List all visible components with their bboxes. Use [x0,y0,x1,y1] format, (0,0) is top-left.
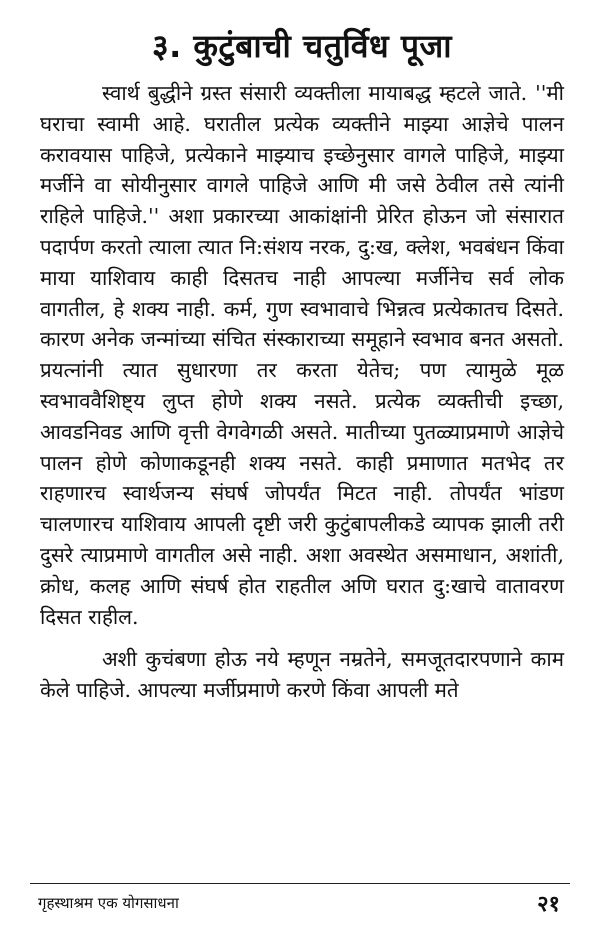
footer-book-title: गृहस्थाश्रम एक योगसाधना [38,894,179,912]
page-number: २१ [537,892,560,917]
page-footer [38,888,560,918]
footer-divider [30,883,570,884]
body-paragraph-1: स्वार्थ बुद्धीने ग्रस्त संसारी व्यक्तीला मायाबद्ध म्हटले जाते. ''मी घराचा स्वामी आहे. घरातील प्रत्येक व्यक्तीने माझ्या आज्ञेचे पालन करावयास पाहिजे, प्रत्येकाने माझ्याच इच्छेनुसार वागले पाहिजे, माझ्या मर्जीने वा सोयीनुसार वागले पाहिजे आणि मी जसे ठेवील तसे त्यांनी राहिले पाहिजे.'' अशा प्रकारच्या आकांक्षांनी प्रेरित होऊन जो संसारात पदार्पण करतो त्याला त्यात नि:संशय नरक, दु:ख, क्लेश, भवबंधन किंवा माया याशिवाय काही दिसतच नाही आपल्या मर्जीनेच सर्व लोक वागतील, हे शक्य नाही. कर्म, गुण स्वभावाचे भिन्नत्व प्रत्येकातच दिसते. कारण अनेक जन्मांच्या संचित संस्काराच्या समूहाने स्वभाव बनत असतो. प्रयत्नांनी त्यात सुधारणा तर करता येतेच; पण त्यामुळे मूळ स्वभाववैशिष्ट्य लुप्त होणे शक्य नसते. प्रत्येक व्यक्तीची इच्छा, आवडनिवड आणि वृत्ती वेगवेगळी असते. मातीच्या पुतळ्याप्रमाणे आज्ञेचे पालन होणे कोणाकडूनही शक्य नसते. काही प्रमाणात मतभेद तर राहणारच स्वार्थजन्य संघर्ष जोपर्यंत मिटत नाही. तोपर्यंत भांडण चालणारच याशिवाय आपली दृष्टी जरी कुटुंबापलीकडे व्यापक झाली तरी दुसरे त्याप्रमाणे वागतील असे नाही. अशा अवस्थेत असमाधान, अशांती, क्रोध, कलह आणि संघर्ष होत राहतील अणि घरात दु:खाचे वातावरण दिसत राहील. [40,81,564,629]
body-paragraph-2: अशी कुचंबणा होऊ नये म्हणून नम्रतेने, समजूतदारपणाने काम केले पाहिजे. आपल्या मर्जीप्रमाणे करणे किंवा आपली मते [40,647,564,703]
chapter-title: ३. कुटुंबाची चतुर्विध पूजा [151,27,453,65]
